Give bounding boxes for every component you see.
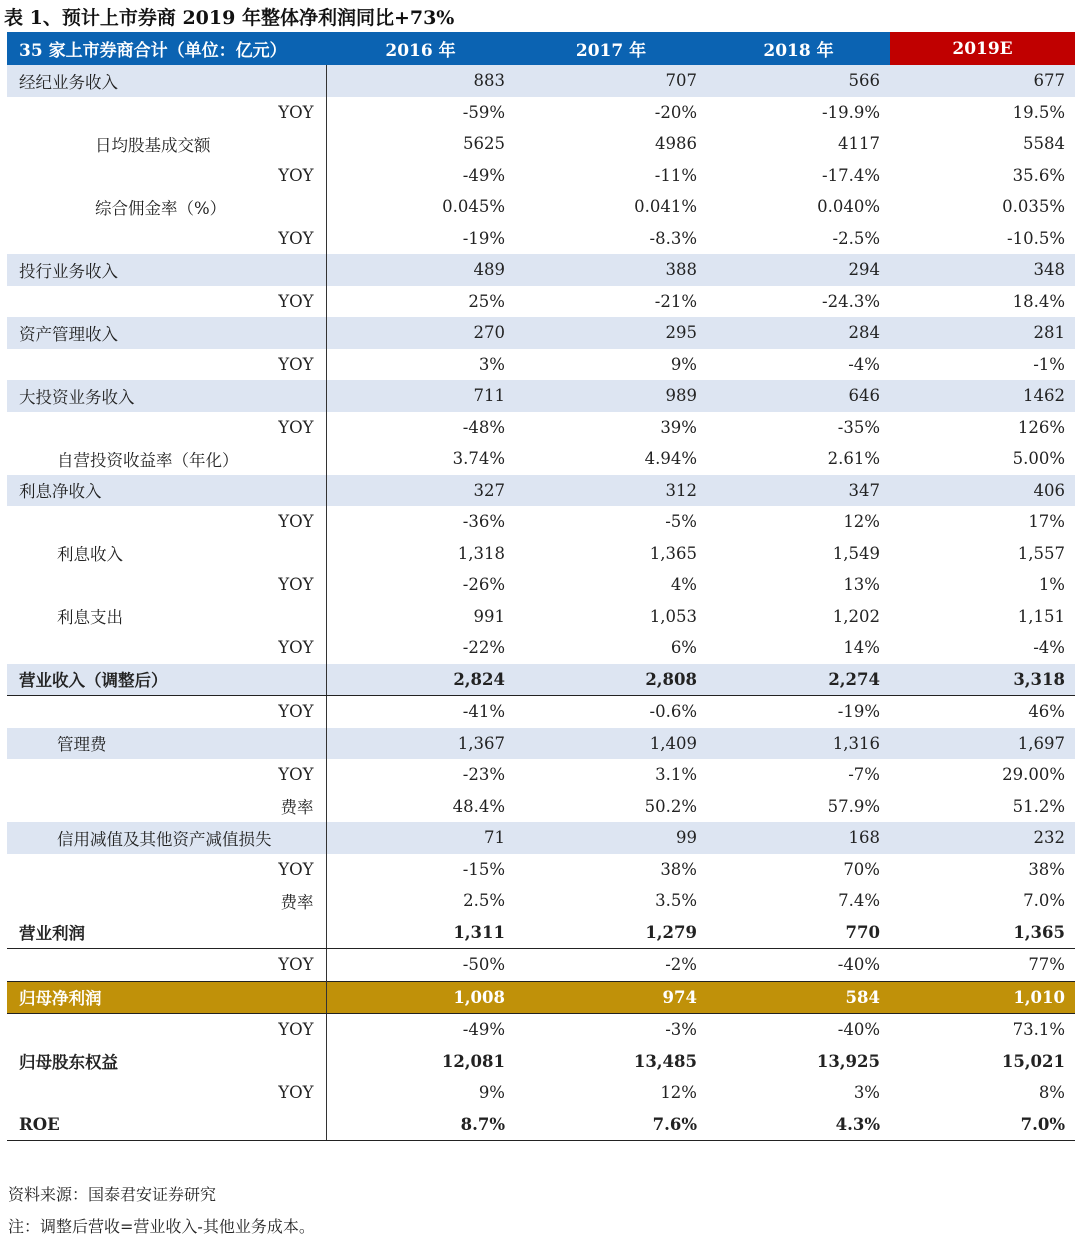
table-row — [7, 380, 1075, 412]
table-row — [7, 791, 1075, 823]
table-row — [7, 822, 1075, 854]
row-label: 归母净利润 — [7, 981, 326, 1014]
row-label: YOY — [7, 1077, 326, 1109]
table-row — [7, 1014, 1075, 1046]
cell-value: 5625 — [463, 134, 505, 154]
cell-value: -26% — [462, 575, 505, 595]
row-label: YOY — [7, 160, 326, 192]
cell-value: 677 — [890, 65, 1075, 97]
cell-value: -40% — [837, 955, 880, 975]
cell-value: 0.040% — [817, 197, 880, 217]
table-row — [7, 538, 1075, 570]
cell-value: -48% — [462, 417, 505, 437]
table-row — [7, 349, 1075, 381]
cell-value: 284 — [707, 317, 890, 349]
cell-value: 1,697 — [890, 728, 1075, 760]
table-row — [7, 254, 1075, 286]
cell-value: -59% — [462, 102, 505, 122]
cell-value: 1,365 — [890, 917, 1075, 949]
row-label: 投行业务收入 — [7, 254, 326, 286]
cell-value: 9% — [478, 1083, 505, 1103]
cell-value: 989 — [515, 380, 707, 412]
cell-value: 0.035% — [1002, 197, 1065, 217]
cell-value: 7.4% — [838, 891, 880, 911]
cell-value: 883 — [326, 65, 515, 97]
cell-value: 48.4% — [452, 796, 505, 816]
cell-value: 294 — [707, 254, 890, 286]
cell-value: -35% — [837, 417, 880, 437]
row-label: YOY — [7, 854, 326, 886]
row-label: YOY — [7, 223, 326, 255]
cell-value: 1,053 — [649, 606, 697, 626]
row-label: 资产管理收入 — [7, 317, 326, 349]
row-label: 管理费 — [7, 728, 326, 760]
cell-value: 4117 — [838, 134, 880, 154]
cell-value: -24.3% — [822, 291, 880, 311]
cell-value: 13,925 — [816, 1051, 880, 1071]
cell-value: -11% — [654, 165, 697, 185]
row-label: YOY — [7, 286, 326, 318]
cell-value: 12,081 — [441, 1051, 505, 1071]
cell-value: 168 — [707, 822, 890, 854]
table-row — [7, 443, 1075, 475]
cell-value: 3,318 — [890, 664, 1075, 696]
table-row — [7, 97, 1075, 129]
row-label: YOY — [7, 97, 326, 129]
cell-value: 99 — [515, 822, 707, 854]
cell-value: 1,557 — [1017, 543, 1065, 563]
cell-value: 15,021 — [1001, 1051, 1065, 1071]
cell-value: 348 — [890, 254, 1075, 286]
cell-value: 2,824 — [326, 664, 515, 696]
cell-value: 4986 — [655, 134, 697, 154]
cell-value: 3% — [478, 354, 505, 374]
cell-value: 270 — [326, 317, 515, 349]
cell-value: -50% — [462, 955, 505, 975]
row-label: 自营投资收益率（年化） — [7, 443, 326, 475]
cell-value: 2,274 — [707, 664, 890, 696]
header-row — [7, 32, 1075, 65]
row-label: 费率 — [7, 791, 326, 823]
cell-value: 327 — [326, 475, 515, 507]
cell-value: 232 — [890, 822, 1075, 854]
cell-value: 8% — [1038, 1083, 1065, 1103]
cell-value: -5% — [665, 512, 697, 532]
cell-value: 281 — [890, 317, 1075, 349]
header-year-2019e: 2019E — [890, 32, 1075, 65]
row-label: 大投资业务收入 — [7, 380, 326, 412]
cell-value: -4% — [848, 354, 880, 374]
cell-value: 1,010 — [890, 981, 1075, 1014]
row-label: YOY — [7, 349, 326, 381]
table-row — [7, 569, 1075, 601]
cell-value: 0.041% — [634, 197, 697, 217]
cell-value: 566 — [707, 65, 890, 97]
table-row — [7, 128, 1075, 160]
row-label: YOY — [7, 569, 326, 601]
cell-value: 13% — [843, 575, 880, 595]
cell-value: 707 — [515, 65, 707, 97]
table-row — [7, 759, 1075, 791]
cell-value: -1% — [1033, 354, 1065, 374]
cell-value: 5584 — [1023, 134, 1065, 154]
cell-value: 1,365 — [649, 543, 697, 563]
cell-value: -19% — [837, 702, 880, 722]
cell-value: -19.9% — [822, 102, 880, 122]
table-row — [7, 917, 1075, 949]
cell-value: -4% — [1033, 638, 1065, 658]
cell-value: 4% — [670, 575, 697, 595]
cell-value: -36% — [462, 512, 505, 532]
cell-value: -40% — [837, 1020, 880, 1040]
cell-value: 3% — [853, 1083, 880, 1103]
cell-value: -0.6% — [649, 702, 697, 722]
row-label: 信用减值及其他资产减值损失 — [7, 822, 326, 854]
cell-value: -19% — [462, 228, 505, 248]
cell-value: 14% — [843, 638, 880, 658]
row-label: YOY — [7, 949, 326, 982]
cell-value: 388 — [515, 254, 707, 286]
row-label: 利息净收入 — [7, 475, 326, 507]
cell-value: -7% — [848, 765, 880, 785]
cell-value: -15% — [462, 859, 505, 879]
table-row — [7, 1046, 1075, 1078]
cell-value: 1,549 — [832, 543, 880, 563]
cell-value: 19.5% — [1012, 102, 1065, 122]
row-label: 日均股基成交额 — [7, 128, 326, 160]
table-row — [7, 1109, 1075, 1141]
row-label: 利息收入 — [7, 538, 326, 570]
table-row — [7, 696, 1075, 728]
cell-value: 295 — [515, 317, 707, 349]
row-label: YOY — [7, 759, 326, 791]
table-row — [7, 160, 1075, 192]
cell-value: 974 — [515, 981, 707, 1014]
cell-value: 8.7% — [326, 1109, 515, 1141]
cell-value: 1,279 — [515, 917, 707, 949]
cell-value: 2.5% — [463, 891, 505, 911]
source-note: 资料来源：国泰君安证券研究 — [8, 1185, 217, 1204]
table-row — [7, 286, 1075, 318]
cell-value: 38% — [660, 859, 697, 879]
cell-value: 17% — [1028, 512, 1065, 532]
cell-value: 38% — [1028, 859, 1065, 879]
row-label: 费率 — [7, 885, 326, 917]
row-label: ROE — [7, 1109, 326, 1141]
cell-value: 3.1% — [655, 765, 697, 785]
cell-value: 1462 — [890, 380, 1075, 412]
cell-value: 13,485 — [633, 1051, 697, 1071]
cell-value: 7.6% — [515, 1109, 707, 1141]
cell-value: 9% — [670, 354, 697, 374]
cell-value: 39% — [660, 417, 697, 437]
table-row — [7, 664, 1075, 696]
header-year-2018: 2018 年 — [707, 32, 890, 65]
table-row — [7, 65, 1075, 97]
table-row — [7, 949, 1075, 982]
cell-value: -10.5% — [1007, 228, 1065, 248]
cell-value: 51.2% — [1012, 796, 1065, 816]
cell-value: 12% — [843, 512, 880, 532]
row-label: 利息支出 — [7, 601, 326, 633]
cell-value: -2% — [665, 955, 697, 975]
cell-value: 1,367 — [326, 728, 515, 760]
cell-value: 770 — [707, 917, 890, 949]
cell-value: 1,409 — [515, 728, 707, 760]
cell-value: 18.4% — [1012, 291, 1065, 311]
footnote: 注：调整后营收=营业收入-其他业务成本。 — [8, 1217, 315, 1236]
cell-value: -8.3% — [649, 228, 697, 248]
row-label: YOY — [7, 506, 326, 538]
row-label: YOY — [7, 412, 326, 444]
cell-value: 711 — [326, 380, 515, 412]
cell-value: 29.00% — [1002, 765, 1065, 785]
cell-value: 1,151 — [1017, 606, 1065, 626]
cell-value: -49% — [462, 1020, 505, 1040]
header-year-2016: 2016 年 — [326, 32, 515, 65]
cell-value: 0.045% — [442, 197, 505, 217]
cell-value: -21% — [654, 291, 697, 311]
cell-value: 4.3% — [707, 1109, 890, 1141]
cell-value: 12% — [660, 1083, 697, 1103]
row-label: 营业收入（调整后） — [7, 664, 326, 696]
cell-value: 50.2% — [644, 796, 697, 816]
row-label: YOY — [7, 696, 326, 728]
cell-value: 25% — [468, 291, 505, 311]
cell-value: 70% — [843, 859, 880, 879]
cell-value: 646 — [707, 380, 890, 412]
table-row — [7, 601, 1075, 633]
cell-value: 126% — [1017, 417, 1065, 437]
table-title: 表 1、预计上市券商 2019 年整体净利润同比+73% — [4, 7, 455, 29]
cell-value: 1,202 — [832, 606, 880, 626]
table-row — [7, 632, 1075, 664]
row-label: 归母股东权益 — [7, 1046, 326, 1078]
cell-value: 347 — [707, 475, 890, 507]
cell-value: 3.5% — [655, 891, 697, 911]
cell-value: 1,318 — [457, 543, 505, 563]
table-row — [7, 191, 1075, 223]
cell-value: 2,808 — [515, 664, 707, 696]
table-row — [7, 885, 1075, 917]
table-row — [7, 854, 1075, 886]
cell-value: 57.9% — [827, 796, 880, 816]
cell-value: 1,008 — [326, 981, 515, 1014]
row-label: 营业利润 — [7, 917, 326, 949]
table-row — [7, 223, 1075, 255]
cell-value: 991 — [473, 606, 505, 626]
table-row — [7, 1077, 1075, 1109]
row-label: YOY — [7, 1014, 326, 1046]
cell-value: 35.6% — [1012, 165, 1065, 185]
cell-value: 73.1% — [1012, 1020, 1065, 1040]
cell-value: 1,311 — [326, 917, 515, 949]
row-label: 经纪业务收入 — [7, 65, 326, 97]
cell-value: 312 — [515, 475, 707, 507]
cell-value: -20% — [654, 102, 697, 122]
cell-value: -41% — [462, 702, 505, 722]
row-label: 综合佣金率（%） — [7, 191, 326, 223]
cell-value: 489 — [326, 254, 515, 286]
row-label: YOY — [7, 632, 326, 664]
cell-value: 1% — [1038, 575, 1065, 595]
table-row — [7, 981, 1075, 1014]
cell-value: 7.0% — [890, 1109, 1075, 1141]
cell-value: -23% — [462, 765, 505, 785]
cell-value: -49% — [462, 165, 505, 185]
cell-value: 2.61% — [827, 449, 880, 469]
cell-value: 584 — [707, 981, 890, 1014]
cell-value: 6% — [670, 638, 697, 658]
cell-value: 7.0% — [1023, 891, 1065, 911]
cell-value: -3% — [665, 1020, 697, 1040]
cell-value: -22% — [462, 638, 505, 658]
table-row — [7, 506, 1075, 538]
cell-value: -17.4% — [822, 165, 880, 185]
cell-value: 3.74% — [452, 449, 505, 469]
cell-value: 406 — [890, 475, 1075, 507]
cell-value: 46% — [1028, 702, 1065, 722]
cell-value: 5.00% — [1012, 449, 1065, 469]
table-row — [7, 317, 1075, 349]
data-table — [7, 32, 1075, 1141]
cell-value: 71 — [326, 822, 515, 854]
table-row — [7, 475, 1075, 507]
header-label: 35 家上市券商合计（单位：亿元） — [7, 32, 326, 65]
cell-value: 4.94% — [644, 449, 697, 469]
header-year-2017: 2017 年 — [515, 32, 707, 65]
cell-value: -2.5% — [832, 228, 880, 248]
table-row — [7, 412, 1075, 444]
cell-value: 1,316 — [707, 728, 890, 760]
table-row — [7, 728, 1075, 760]
cell-value: 77% — [1028, 955, 1065, 975]
